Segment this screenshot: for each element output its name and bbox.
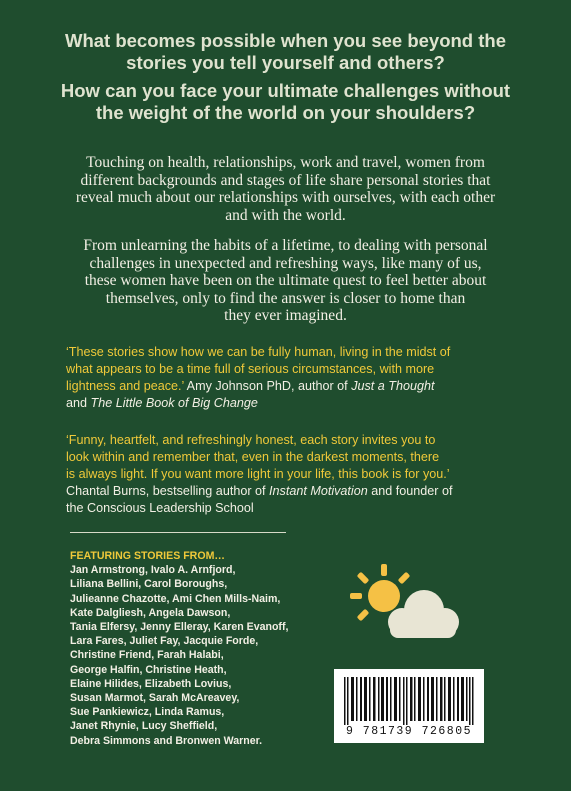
contributor-line: Julieanne Chazotte, Ami Chen Mills-Naim, (70, 592, 281, 605)
barcode (334, 669, 484, 743)
quote-author: Amy Johnson PhD, author of (186, 379, 348, 393)
paragraph-line: Touching on health, relationships, work and travel, women from (86, 154, 485, 171)
book-title: Instant Motivation (269, 484, 368, 498)
quote-line: is always light. If you want more light in your life, this book is for you.’ (66, 467, 450, 481)
quote-text: lightness and peace.’ (66, 379, 184, 393)
contributor-line: Jan Armstrong, Ivalo A. Arnfjord, (70, 564, 236, 577)
contributor-line: Debra Simmons and Bronwen Warner. (70, 734, 263, 747)
contributor-line: George Halfin, Christine Heath, (70, 663, 227, 676)
question-2-line-1: How can you face your ultimate challenges without (60, 80, 511, 101)
contributor-line: Lara Fares, Juliet Fay, Jacquie Forde, (70, 635, 259, 648)
contributor-line: Tania Elfersy, Jenny Elleray, Karen Evanoff, (70, 621, 289, 634)
paragraph-line: challenges in unexpected and refreshing ways, like many of us, (89, 254, 482, 272)
contributor-line: Liliana Bellini, Carol Boroughs, (70, 578, 228, 591)
quote-attribution-cont (66, 395, 516, 412)
book-title: The Little Book of Big Change (90, 396, 258, 410)
quote-author-rest: and founder of (371, 484, 453, 498)
contributor-line: Christine Friend, Farah Halabi, (70, 649, 224, 662)
paragraph-line: and with the world. (225, 206, 346, 224)
barcode-bars (344, 677, 474, 725)
paragraph-line: themselves, only to find the answer is closer to home than (105, 289, 466, 307)
quote-line: ‘These stories show how we can be fully human, living in the midst of (66, 345, 451, 359)
endorsement-quote-1 (66, 344, 516, 412)
quote-and: and (66, 396, 88, 410)
endorsement-quote-2 (66, 432, 516, 517)
quote-author: Chantal Burns, bestselling author of (66, 484, 266, 498)
contributor-line: Janet Rhynie, Lucy Sheffield, (70, 720, 218, 733)
question-1 (0, 30, 571, 74)
paragraph-line: these women have been on the ultimate quest to feel better about (84, 272, 487, 289)
paragraph-line: different backgrounds and stages of life share personal stories that (80, 171, 491, 189)
contributor-line: Susan Marmot, Sarah McAreavey, (70, 692, 240, 705)
quote-line: ‘Funny, heartfelt, and refreshingly honest, each story invites you to (66, 433, 436, 447)
quote-attribution (66, 483, 516, 500)
featuring-heading: FEATURING STORIES FROM… (70, 550, 225, 562)
book-title: Just a Thought (351, 379, 435, 393)
quote-line: look within and remember that, even in the darkest moments, there (66, 450, 440, 464)
quote-line-attribution (66, 378, 516, 395)
paragraph-line: they ever imagined. (224, 307, 347, 324)
quote-attribution-org: the Conscious Leadership School (66, 501, 254, 515)
question-2-line-2: the weight of the world on your shoulders? (95, 102, 476, 123)
paragraph-line: reveal much about our relationships with ourselves, with each other (75, 189, 496, 206)
contributor-line: Sue Pankiewicz, Linda Ramus, (70, 706, 225, 719)
quote-line: what appears to be a time full of serious circumstances, with more (66, 362, 435, 376)
contributor-line: Elaine Hilides, Elizabeth Lovius, (70, 677, 232, 690)
description-paragraph-1 (55, 154, 516, 224)
paragraph-line: From unlearning the habits of a lifetime, to dealing with personal (83, 237, 488, 254)
description-paragraph-2 (55, 237, 516, 325)
sun-cloud-icon (350, 562, 466, 644)
contributor-line: Kate Dalgliesh, Angela Dawson, (70, 606, 231, 619)
question-1-line-1: What becomes possible when you see beyond the (64, 30, 506, 51)
divider (70, 532, 286, 533)
question-2 (0, 80, 571, 124)
question-1-line-2: stories you tell yourself and others? (126, 52, 445, 73)
isbn-number: 9 781739 726805 (345, 725, 473, 738)
featuring-list (70, 549, 350, 748)
